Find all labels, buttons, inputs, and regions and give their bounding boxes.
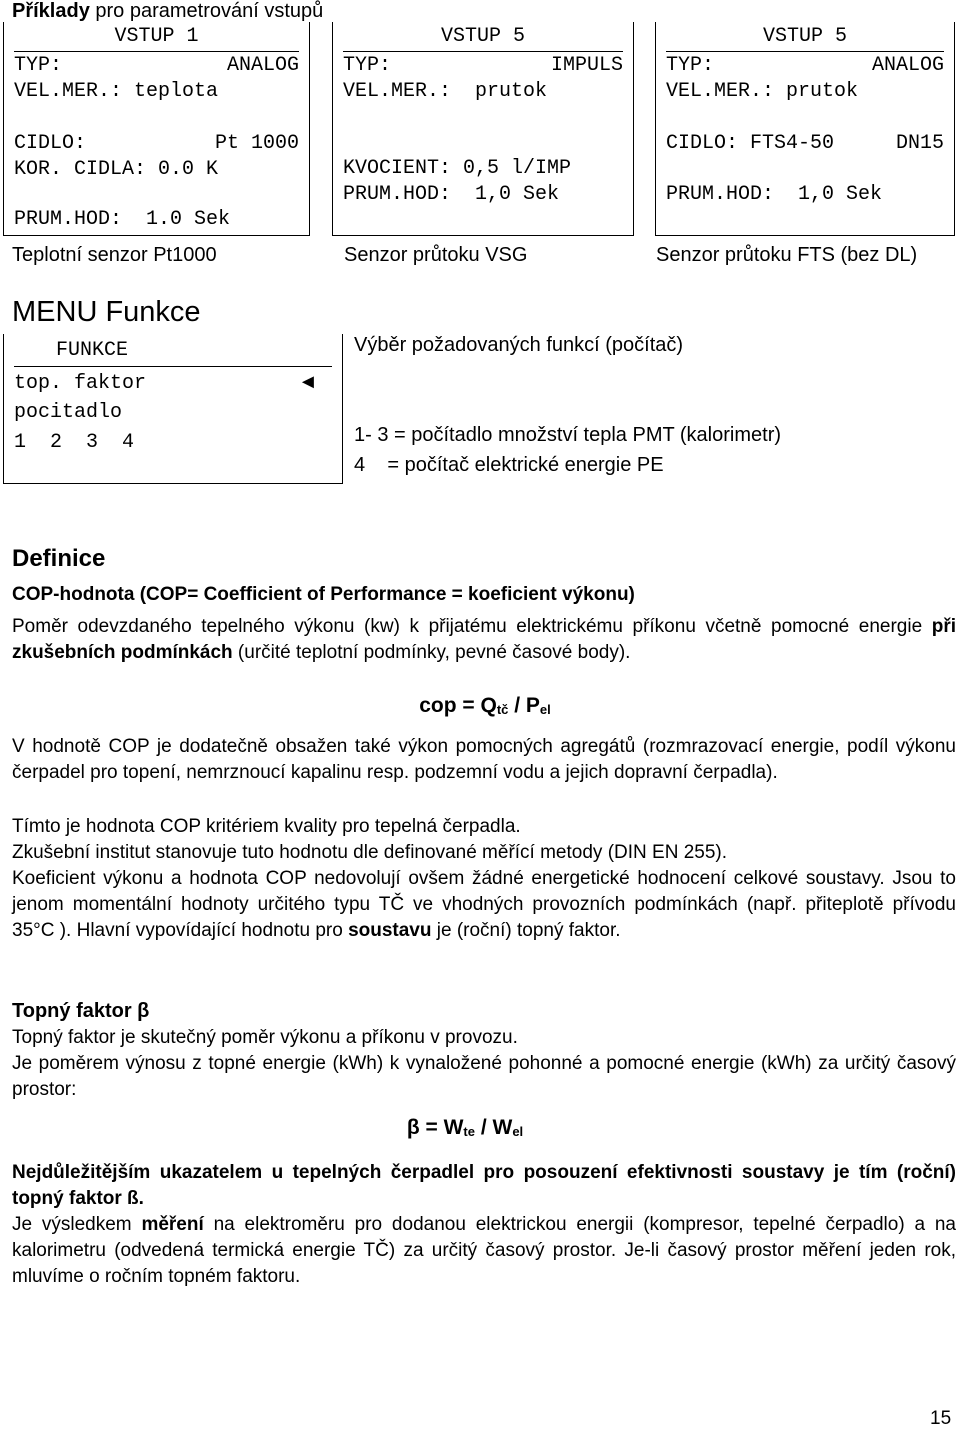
header-bold: Příklady [12, 0, 90, 22]
topny-paragraph: Topný faktor je skutečný poměr výkonu a příkonu v provozu. [12, 1027, 518, 1048]
panel-caption: Senzor průtoku FTS (bez DL) [656, 244, 918, 266]
menu-heading: MENU Funkce [12, 296, 201, 328]
panel-row: TYP: ANALOG [14, 54, 299, 77]
panel-title: VSTUP 5 [440, 25, 525, 48]
topny-faktor-heading: Topný faktor β [12, 1000, 150, 1022]
definice-paragraph: Zkušební institut stanovuje tuto hodnotu dle definované měřící metody (DIN EN 255). [12, 842, 727, 863]
panel-rule [343, 51, 623, 52]
menu-desc: 1- 3 = počítadlo množství tepla PMT (kalorimetr) [354, 424, 782, 446]
menu-desc: Výběr požadovaných funkcí (počítač) [354, 334, 684, 356]
panel-rule [14, 366, 332, 367]
topny-paragraph: Je poměrem výnosu z topné energie (kWh) k vynaložené pohonné a pomocné energie (kWh) za určitý časový prostor: [12, 1053, 956, 1100]
panel-rule [666, 51, 944, 52]
panel-funkce [3, 334, 343, 484]
definice-paragraph: Poměr odevzdaného tepelného výkonu (kw) k přijatému elektrickému příkonu včetně pomocné energie při zkušebních podmínkách (určité teplotní podmínky, pevné časové body). [12, 616, 956, 663]
panel-rule [14, 51, 299, 52]
panel-title: VSTUP 5 [762, 25, 847, 48]
page-number: 15 [930, 1408, 952, 1429]
panel-row: PRUM.HOD: 1.0 Sek [14, 208, 231, 231]
panel-title: FUNKCE [56, 339, 129, 362]
panel-row: TYP: IMPULS [343, 54, 623, 77]
header-rest: pro parametrování vstupů [89, 0, 324, 22]
menu-item-top-faktor: top. faktor [14, 372, 147, 395]
panel-row: PRUM.HOD: 1,0 Sek [666, 183, 883, 206]
panel-row: KVOCIENT: 0,5 l/IMP [343, 157, 572, 180]
panel-row: VEL.MER.: prutok [343, 80, 548, 103]
panel-row: KOR. CIDLA: 0.0 K [14, 158, 219, 181]
panel-vstup-5-impuls [332, 22, 634, 236]
definice-paragraph: V hodnotě COP je dodatečně obsažen také výkon pomocných agregátů (rozmrazovací energie, podíl výkonu čerpadel pro topení, nemrznoucí kapalinu resp. podzemní vodu a jejich dopravní čerpadla). [12, 736, 956, 783]
beta-formula: $\beta = W_{te} / W_{el}$ [406, 1116, 524, 1139]
panel-vstup-1 [3, 22, 310, 236]
panel-row: PRUM.HOD: 1,0 Sek [343, 183, 560, 206]
panel-caption: Senzor průtoku VSG [344, 244, 528, 266]
panel-row: VEL.MER.: teplota [14, 80, 219, 103]
definice-paragraph: Koeficient výkonu a hodnota COP nedovolují ovšem žádné energetické hodnocení celkové soustavy. Jsou to jenom momentální hodnoty určitého typu TČ ve vhodných provozních podmínkách (např. přiteplotě přívodu 35°C ). Hlavní vypovídající hodnotu pro soustavu je (roční) topný faktor. [12, 868, 956, 941]
panel-row: TYP: ANALOG [666, 54, 944, 77]
cop-formula: cop = $Q_{tč} / P_{el}$ [419, 694, 551, 717]
page-header [12, 0, 323, 23]
selection-arrow-icon: ◄ [298, 371, 318, 393]
definice-heading: Definice [12, 545, 106, 572]
topny-paragraph: Je výsledkem měření na elektroměru pro dodanou elektrickou energii (kompresor, tepelné čerpadlo) a na kalorimetru (odvedená termická energie TČ) za určitý časový prostor. Je-li časový prostor měření jeden rok, mluvíme o ročním topném faktoru. [12, 1214, 956, 1287]
panel-row: CIDLO: Pt 1000 [14, 132, 299, 155]
panel-caption: Teplotní senzor Pt1000 [12, 244, 217, 266]
panel-title: VSTUP 1 [114, 25, 199, 48]
cop-title: COP-hodnota (COP= Coefficient of Performance = koeficient výkonu) [12, 584, 635, 605]
definice-paragraph: Tímto je hodnota COP kritériem kvality pro tepelná čerpadla. [12, 816, 521, 837]
panel-row: VEL.MER.: prutok [666, 80, 859, 103]
menu-item-pocitadlo: pocitadlo [14, 401, 123, 424]
panel-row: CIDLO: FTS4-50 DN15 [666, 132, 944, 155]
panel-vstup-5-analog [655, 22, 955, 236]
menu-desc: 4 = počítač elektrické energie PE [354, 454, 664, 476]
topny-bold-paragraph: Nejdůležitějším ukazatelem u tepelných čerpadlel pro posouzení efektivnosti soustavy je tím (roční) topný faktor ß. [12, 1162, 956, 1209]
menu-item-counters: 1 2 3 4 [14, 431, 135, 454]
